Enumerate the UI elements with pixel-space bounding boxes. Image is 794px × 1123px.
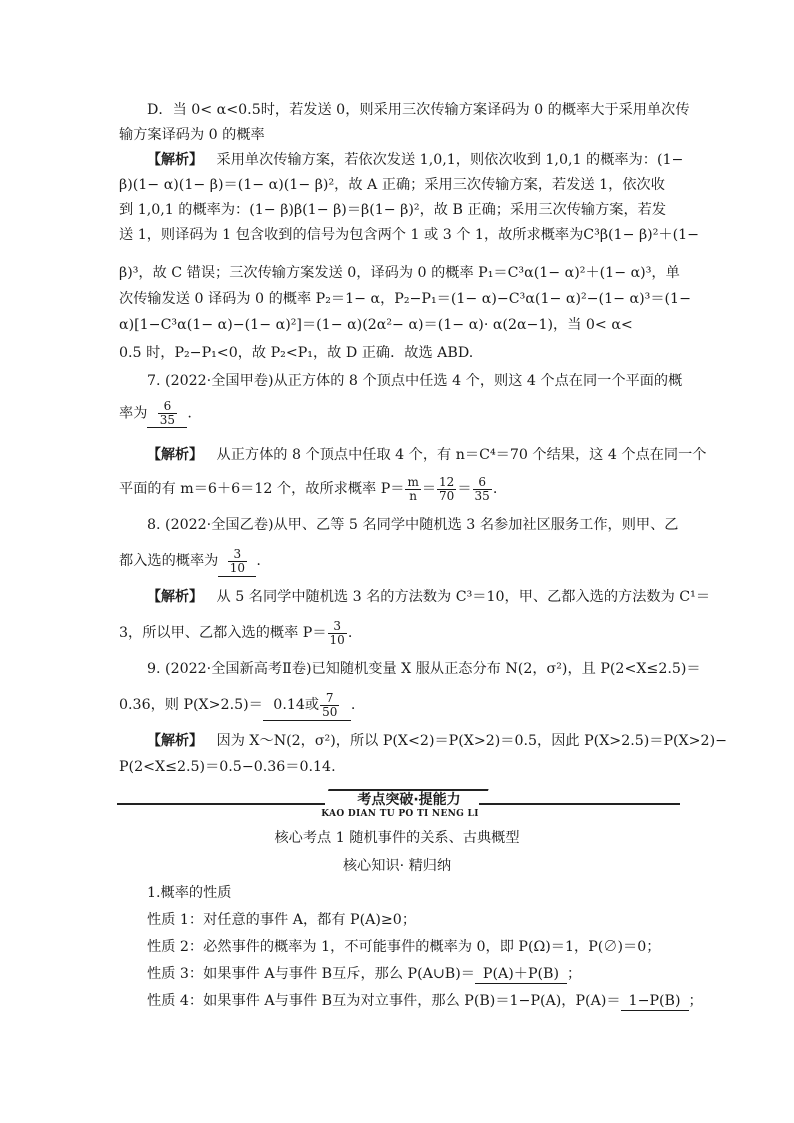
- q6-solution-line4: 送 1，则译码为 1 包含收到的信号为包含两个 1 或 3 个 1，故所求概率为C³β(1− β)²＋(1−: [119, 227, 700, 243]
- q9-answer-fraction: [320, 692, 339, 719]
- property-4-text: 性质 4：如果事件 A与事件 B互为对立事件，那么 P(B)＝1−P(A)，P(A)＝: [147, 993, 621, 1009]
- equals: ＝: [457, 481, 472, 497]
- q7-solution-line2: [119, 474, 497, 504]
- q6-solution-line7: α)[1−C³α(1− α)−(1− α)²]＝(1− α)(2α²− α)＝(1− α)· α(2α−1)，当 0< α<: [119, 317, 633, 333]
- frac-num: 6: [478, 474, 486, 489]
- q8-answer-blank: [218, 546, 256, 577]
- q6-solution-line8: 0.5 时，P₂−P₁<0，故 P₂<P₁，故 D 正确．故选 ABD.: [119, 345, 474, 361]
- banner-rule-left: [117, 803, 325, 805]
- property-4: [147, 992, 703, 1011]
- q7-stem-line1: 7. (2022·全国甲卷)从正方体的 8 个顶点中任选 4 个，则这 4 个点在同一个平面的概: [147, 373, 683, 389]
- frac-num: 3: [333, 618, 341, 633]
- q8-stem-text: 都入选的概率为: [119, 553, 219, 569]
- q7-solution-text2: 平面的有 m＝6＋6＝12 个，故所求概率 P＝: [119, 481, 405, 497]
- property-3: [147, 965, 581, 984]
- q8-solution-text2: 3，所以甲、乙都入选的概率 P＝: [119, 625, 327, 641]
- property-4-end: ；: [688, 993, 703, 1009]
- item-heading: 1.概率的性质: [147, 885, 232, 901]
- q9-stem-line2: [119, 690, 355, 721]
- q9-answer-num: 7: [325, 690, 334, 705]
- property-4-answer: 1−P(B): [621, 992, 689, 1011]
- equals: ＝: [421, 481, 437, 497]
- q9-answer-den: 50: [322, 704, 338, 719]
- analysis-tag: 【解析】: [147, 589, 203, 605]
- section-heading: 核心考点 1 随机事件的关系、古典概型: [274, 830, 520, 846]
- q7-answer-fraction: [158, 400, 177, 427]
- analysis-tag: 【解析】: [147, 733, 203, 749]
- q6-solution-line1: [147, 151, 683, 169]
- q9-stem-end: .: [350, 697, 356, 713]
- period: .: [492, 481, 498, 497]
- property-3-end: ；: [567, 966, 582, 982]
- q6-solution-line3: 到 1,0,1 的概率为：(1− β)β(1− β)＝β(1− β)²，故 B 正确；采用三次传输方案，若发: [119, 202, 667, 218]
- q7-solution-line1: [147, 446, 707, 464]
- frac-den: 35: [474, 488, 490, 503]
- analysis-tag: 【解析】: [147, 152, 203, 168]
- frac-num: m: [407, 474, 419, 489]
- q7-fraction-12-70: [437, 476, 456, 503]
- property-3-answer: P(A)＋P(B): [475, 965, 567, 984]
- frac-den: 10: [329, 632, 345, 647]
- q8-solution-line1: [147, 588, 710, 606]
- q8-answer-fraction: [228, 548, 247, 575]
- q9-answer-or: 或: [304, 697, 320, 713]
- banner-pinyin: KAO DIAN TU PO TI NENG LI: [321, 809, 479, 819]
- q9-answer-decimal: 0.14: [273, 697, 305, 713]
- q7-solution-text1: 从正方体的 8 个顶点中任取 4 个，有 n＝C⁴＝70 个结果，这 4 个点在同一个: [216, 447, 707, 463]
- q8-answer-den: 10: [229, 560, 245, 575]
- q6-solution-text1: 采用单次传输方案，若依次发送 1,0,1，则依次收到 1,0,1 的概率为：(1−: [216, 152, 684, 168]
- property-2: 性质 2：必然事件的概率为 1，不可能事件的概率为 0，即 P(Ω)＝1，P(∅)＝0；: [147, 939, 661, 955]
- q6-solution-line6: 次传输发送 0 译码为 0 的概率 P₂＝1− α，P₂−P₁＝(1− α)−C³α(1− α)²−(1− α)³＝(1−: [119, 291, 691, 307]
- q8-solution-text1: 从 5 名同学中随机选 3 名的方法数为 C³＝10，甲、乙都入选的方法数为 C¹＝: [216, 589, 711, 605]
- section-subheading: 核心知识· 精归纳: [342, 858, 452, 874]
- q9-stem-line1: 9. (2022·全国新高考Ⅱ卷)已知随机变量 X 服从正态分布 N(2，σ²)，且 P(2<X≤2.5)＝: [147, 661, 701, 677]
- property-3-text: 性质 3：如果事件 A与事件 B互斥，那么 P(A∪B)＝: [147, 966, 475, 982]
- banner-rule-right: [479, 803, 680, 805]
- q9-solution-line1: [147, 732, 727, 750]
- period: .: [347, 625, 353, 641]
- q8-answer-num: 3: [233, 546, 242, 561]
- q7-answer-num: 6: [163, 399, 172, 413]
- q9-stem-text: 0.36，则 P(X>2.5)＝: [119, 697, 263, 713]
- q9-solution-text1: 因为 X～N(2，σ²)，所以 P(X<2)＝P(X>2)＝0.5，因此 P(X>2.5)＝P(X>2)−: [216, 733, 727, 749]
- q6-solution-line2: β)(1− α)(1− β)＝(1− α)(1− β)²，故 A 正确；采用三次传输方案，若发送 1，依次收: [119, 177, 665, 193]
- q8-solution-line2: [119, 618, 352, 648]
- q8-stem-line2: [119, 546, 261, 577]
- analysis-tag: 【解析】: [147, 447, 203, 463]
- q8-stem-end: .: [256, 553, 261, 569]
- frac-num: 12: [439, 474, 455, 489]
- frac-den: n: [405, 489, 420, 503]
- banner-title: 考点突破·提能力: [357, 792, 461, 808]
- q7-fraction-m-n: [405, 476, 420, 503]
- q6-option-d-line2: 输方案译码为 0 的概率: [119, 127, 265, 143]
- property-1: 性质 1：对任意的事件 A，都有 P(A)≥0；: [147, 912, 417, 928]
- q6-solution-line5: β)³，故 C 错误；三次传输方案发送 0，译码为 0 的概率 P₁＝C³α(1− α)²＋(1− α)³，单: [119, 265, 680, 281]
- q9-answer-blank: [263, 690, 351, 721]
- q7-stem-text: 率为: [119, 405, 148, 422]
- q7-stem-line2: [119, 400, 192, 428]
- q8-fraction: [328, 620, 347, 647]
- q7-stem-end: .: [187, 405, 192, 422]
- frac-den: 70: [439, 488, 455, 503]
- section-banner: [117, 789, 680, 821]
- q7-answer-den: 35: [159, 413, 176, 427]
- q8-stem-line1: 8. (2022·全国乙卷)从甲、乙等 5 名同学中随机选 3 名参加社区服务工作，则甲、乙: [147, 517, 679, 533]
- q7-answer-blank: [147, 400, 187, 428]
- q7-fraction-6-35: [473, 476, 492, 503]
- q6-option-d-line1: D．当 0< α<0.5时，若发送 0，则采用三次传输方案译码为 0 的概率大于采用单次传: [147, 102, 690, 118]
- q9-solution-line2: P(2<X≤2.5)＝0.5−0.36＝0.14.: [119, 759, 336, 775]
